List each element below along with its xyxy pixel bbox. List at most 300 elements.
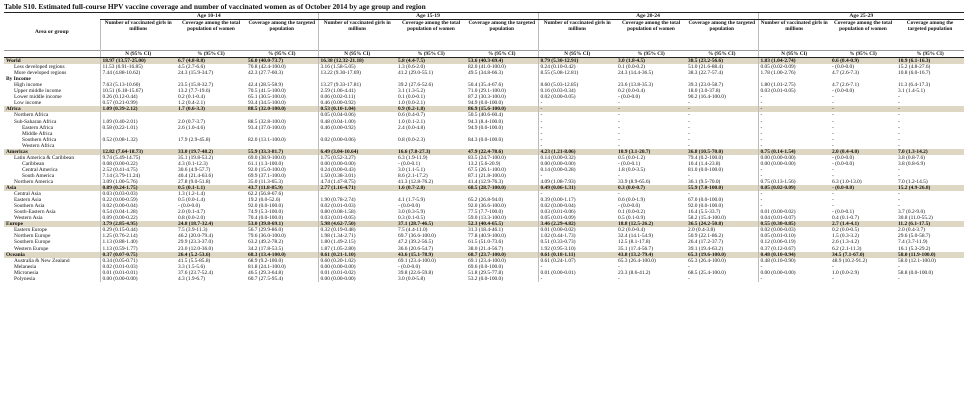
table-cell: 0.55 (0.30-0.85) — [758, 221, 830, 227]
table-cell: 68.9 (9.2-100.0) — [248, 257, 284, 264]
table-cell: 34.2 (17.8-53.5) — [248, 245, 284, 252]
age-group-header-row — [4, 13, 964, 20]
table-cell: - — [758, 106, 830, 112]
table-cell: 0.2 (0.0-0.4) — [618, 88, 645, 95]
table-cell: 81.0 (0.0-100.0) — [688, 166, 724, 173]
table-cell: 1.2 (0.4-2.1) — [178, 100, 205, 107]
row-label: Polynesia — [14, 275, 35, 282]
table-cell: - — [538, 131, 616, 137]
table-cell: - (0.0-0.0) — [398, 203, 421, 210]
column-header: Coverage among the targeted population — [468, 20, 536, 32]
table-cell: 11.2 (6.1-17.5) — [896, 221, 964, 227]
table-cell: 43.7 (11.8-85.9) — [246, 185, 318, 191]
table-cell: - — [538, 112, 616, 118]
table-cell: - — [758, 125, 830, 131]
table-cell: - — [688, 130, 690, 137]
table-cell: 41.4 (12.9-76.3) — [468, 178, 504, 185]
table-cell: 3.79 (2.85-4.95) — [100, 221, 176, 227]
table-cell: 4.23 (1.21-8.06) — [538, 149, 616, 155]
table-cell: 0.24 (0.10-0.42) — [538, 64, 616, 70]
row-label: Western Asia — [14, 215, 43, 222]
table-cell: 0.00 (0.00-0.00) — [318, 264, 396, 270]
row-label: Africa — [4, 106, 100, 112]
table-cell: 1.50 (0.38-3.01) — [318, 173, 396, 179]
table-cell: - — [618, 263, 620, 270]
table-cell: - — [758, 100, 830, 106]
table-cell: 24.3 (14.4-36.5) — [618, 70, 654, 77]
table-cell: 94.3 (8.4-100.0) — [468, 118, 504, 125]
table-cell: 0.80 (0.08-1.58) — [318, 209, 396, 215]
table-cell: 71.0 (29.1-100.0) — [468, 88, 506, 95]
table-cell: 6.7 (4.8-8.8) — [176, 58, 246, 65]
table-cell: 63.2 (49.2-78.2) — [248, 239, 284, 246]
table-cell: 81.8 (24.1-100.0) — [248, 263, 286, 270]
table-cell: 0.06 (0.02-0.11) — [318, 94, 396, 100]
row-label: Less developed regions — [14, 64, 65, 71]
table-cell: 0.48 (0.10-0.90) — [758, 258, 830, 264]
row-label: Southern Africa — [22, 136, 57, 143]
table-cell: - — [898, 275, 900, 282]
table-cell: - — [538, 119, 616, 125]
table-cell: 42.4 (28.5-58.9) — [248, 82, 284, 89]
table-cell: 3.8 (0.8-7.6) — [898, 154, 925, 161]
table-cell: - — [832, 166, 834, 173]
table-cell: 2.7 (1.4-4.1) — [830, 221, 896, 227]
table-cell: - — [830, 106, 896, 112]
table-cell: 8.55 (5.08-12.81) — [538, 70, 616, 76]
table-cell: - (0.0-0.0) — [618, 94, 641, 101]
table-cell: 0.51 (0.33-0.73) — [538, 239, 616, 245]
table-cell: 68.3 (13.4-100.0) — [246, 252, 318, 258]
column-header: Number of vaccinated girls in millions — [100, 20, 176, 51]
table-cell: 2.6 (1.3-4.2) — [832, 239, 859, 246]
table-cell: 18.97 (13.57-25.00) — [100, 58, 176, 65]
table-cell: - — [898, 197, 900, 204]
table-cell: 11.3 (6.4-17.3) — [898, 82, 931, 89]
table-body — [4, 58, 964, 282]
table-cell: 0.61 (0.18-1.11) — [538, 252, 616, 258]
table-cell: 0.37 (0.12-0.67) — [758, 246, 830, 252]
table-cell: 13.22 (9.30-17.69) — [318, 70, 396, 76]
table-cell: - — [898, 203, 900, 210]
table-cell: 18.8 (12.5-26.2) — [616, 221, 686, 227]
table-cell: 1.3 (1.2-1.4) — [178, 191, 205, 198]
table-cell: 1.0 (0.1-2.1) — [398, 118, 425, 125]
table-cell: 1.09 (0.39-2.12) — [100, 106, 176, 112]
table-cell: 0.75 (0.13-1.56) — [758, 179, 830, 185]
table-cell: 30.8 (11.0-55.2) — [898, 215, 933, 222]
table-cell: 1.5 (0.3-3.2) — [832, 233, 859, 240]
table-cell: 15.2 (4.8-27.6) — [898, 64, 931, 71]
table-cell: 65.3 (26.4-100.0) — [618, 257, 656, 264]
table-cell: 37.6 (23.7-52.4) — [178, 269, 214, 276]
table-cell: 0.26 (0.12-0.44) — [100, 94, 176, 100]
table-cell: 8.60 (5.03-12.85) — [538, 82, 616, 88]
row-label: Central Asia — [14, 191, 41, 198]
table-cell: 41.3 (12.8-76.2) — [398, 178, 434, 185]
table-cell: 79.6 (36.0-100.0) — [248, 233, 286, 240]
table-cell: 1.90 (0.78-2.74) — [318, 197, 396, 203]
table-cell: 61.5 (51.0-73.6) — [468, 239, 504, 246]
table-cell: - (0.0-0.1) — [618, 160, 641, 167]
table-cell: - — [758, 94, 830, 100]
row-label: Northern Africa — [14, 112, 49, 119]
ci-header-row — [4, 51, 964, 58]
table-cell: 49.5 (34.8-66.3) — [468, 70, 504, 77]
table-cell: 70.5 (41.5-100.0) — [248, 88, 286, 95]
table-cell: 36.5 (24.2-50.8) — [686, 221, 758, 227]
row-label: Upper middle income — [14, 88, 62, 95]
table-cell: 53.0 (39.8-69.1) — [246, 221, 318, 227]
table-cell: 0.3 (0.1-0.5) — [398, 215, 425, 222]
table-cell: 0.4 (0.1-0.7) — [832, 215, 859, 222]
table-cell: 10.9 (3.1-20.7) — [616, 149, 686, 155]
table-cell: 4.1 (1.7-5.9) — [398, 197, 425, 204]
table-cell: 0.02 (0.00-0.06) — [318, 137, 396, 143]
row-label: More developed regions — [14, 70, 67, 77]
table-cell: 65.1 (30.5-100.0) — [248, 94, 286, 101]
table-cell: 3.3 (1.5-5.6) — [178, 263, 205, 270]
table-cell: 16.1 (5.3-29.2) — [898, 245, 931, 252]
column-header: Number of vaccinated girls in millions — [318, 20, 396, 51]
table-cell: 0.1 (0.0-0.2) — [618, 64, 645, 71]
table-cell: - — [688, 263, 690, 270]
table-cell: 70.8 (42.4-100.0) — [248, 64, 286, 71]
table-cell: 74.9 (5.3-100.0) — [248, 209, 284, 216]
table-cell: - — [688, 275, 690, 282]
table-cell: - — [896, 106, 964, 112]
table-cell: 0.46 (0.00-0.92) — [318, 125, 396, 131]
row-label: Latin America & Caribbean — [14, 154, 75, 161]
table-cell: 0.00 (0.00-0.00) — [318, 276, 396, 282]
table-cell: 65.3 (26.4-100.0) — [688, 257, 726, 264]
table-cell: 4.7 (2.6-7.1) — [832, 82, 859, 89]
table-cell: 2.0 (0.4-3.7) — [898, 227, 925, 234]
table-cell: 1.7 (0.6-3.3) — [176, 106, 246, 112]
table-cell: 65.2 (26.8-94.0) — [468, 197, 504, 204]
table-cell: - — [618, 100, 620, 107]
table-cell: 2.77 (1.16-4.71) — [318, 185, 396, 191]
table-cell: 48.9 (10.2-91.2) — [832, 257, 868, 264]
table-cell: 0.05 (0.02-0.09) — [758, 185, 830, 191]
table-cell: 0.05 (0.01-0.10) — [758, 233, 830, 239]
table-cell: 67.0 (0.0-100.0) — [688, 197, 724, 204]
table-cell: 58.0 (12.1-100.0) — [898, 257, 936, 264]
table-cell: 6.3 (1.0-13.0) — [832, 178, 862, 185]
table-cell: - — [686, 106, 758, 112]
table-cell: - (0.0-0.0) — [832, 160, 855, 167]
table-cell: 39.3 (23.0-58.7) — [688, 82, 724, 89]
table-cell: - — [758, 203, 830, 209]
table-cell: 5.98 (4.62-7.50) — [318, 221, 396, 227]
table-cell: 40.4 (21.4-63.6) — [178, 172, 214, 179]
table-cell: 0.39 (0.00-1.17) — [538, 197, 616, 203]
table-cell: 0.02 (0.01-0.03) — [100, 264, 176, 270]
age-group-header: Age 10-14 — [100, 13, 318, 20]
table-cell: 42.3 (27.7-60.3) — [248, 70, 284, 77]
table-cell: 2.0 (0.4-4.0) — [830, 149, 896, 155]
row-label: World — [4, 58, 100, 65]
table-cell: 33.9 (8.9-65.6) — [618, 178, 651, 185]
table-cell: 51.8 (29.5-77.8) — [468, 269, 504, 276]
table-cell: 0.2 (0.0-0.4) — [618, 227, 645, 234]
table-cell: - — [832, 197, 834, 204]
table-cell: 0.01 (0.00-0.02) — [538, 227, 616, 233]
table-cell: - — [758, 131, 830, 137]
ci-header: % (95% CI) — [176, 51, 246, 58]
table-cell: 58.8 (0.0-100.0) — [898, 269, 934, 276]
table-cell: 13.27 (9.33-17.81) — [318, 82, 396, 88]
table-cell: 1.8 (0.0-3.5) — [618, 166, 645, 173]
table-cell: - (0.0-0.0) — [830, 185, 896, 191]
table-cell: 36.6 (20.6-54.7) — [398, 245, 434, 252]
row-label: Lower middle income — [14, 94, 62, 101]
table-cell: 4.3 (0.1-12.3) — [178, 160, 208, 167]
table-cell: 0.03 (0.01-0.05) — [318, 215, 396, 221]
row-label: Eastern Europe — [14, 227, 48, 234]
table-cell: 7.63 (5.13-10.60) — [100, 82, 176, 88]
table-cell: 36.1 (9.5-70.0) — [688, 178, 721, 185]
row-label: Central America — [22, 166, 58, 173]
table-cell: 39.1 (19.4-63.2) — [688, 245, 724, 252]
table-cell: 0.03 (0.03-0.03) — [100, 191, 176, 197]
row-label: South-Eastern Asia — [14, 209, 56, 216]
table-cell: 0.32 (0.19-0.48) — [318, 227, 396, 233]
table-cell: 34.5 (7.1-67.0) — [830, 252, 896, 258]
table-cell: 0.00 (0.00-0.00) — [318, 161, 396, 167]
table-cell: 0.46 (0.00-0.92) — [318, 100, 396, 106]
table-cell: - — [758, 191, 830, 197]
table-cell: 93.4 (37.0-100.0) — [248, 124, 286, 131]
row-label: Middle Africa — [22, 130, 53, 137]
table-cell: - — [618, 118, 620, 125]
table-cell: 0.89 (0.24-1.75) — [100, 185, 176, 191]
table-cell: 2.59 (1.06-4.41) — [318, 88, 396, 94]
table-cell: - — [758, 197, 830, 203]
table-cell: 0.29 (0.15-0.44) — [100, 227, 176, 233]
table-cell: 88.5 (32.8-100.0) — [248, 118, 286, 125]
table-cell: 0.01 (0.01-0.01) — [100, 270, 176, 276]
table-cell: 23.0 (12.0-36.0) — [178, 245, 214, 252]
ci-header: % (95% CI) — [396, 51, 466, 58]
table-cell: 0.37 (0.07-0.75) — [100, 252, 176, 258]
ci-header: % (95% CI) — [896, 51, 964, 58]
table-cell: - — [758, 173, 830, 179]
table-cell: 4.3 (1.9-6.7) — [178, 275, 205, 282]
table-cell: 15.2 (4.9-26.8) — [896, 185, 964, 191]
table-cell: 82.0 (41.0-100.0) — [468, 64, 506, 71]
table-cell: 16.4 (5.5-33.7) — [688, 209, 721, 216]
table-cell: 1.78 (1.00-2.76) — [758, 70, 830, 76]
table-cell: 94.9 (0.0-100.0) — [468, 124, 504, 131]
table-cell: 24.8 (18.7-32.4) — [176, 221, 246, 227]
table-cell: - (0.0-0.0) — [178, 203, 201, 210]
table-cell: 2.0 (0.1-4.7) — [178, 209, 205, 216]
table-cell: 13.2 (5.6-20.9) — [468, 160, 501, 167]
table-cell: - — [898, 130, 900, 137]
table-cell: 3.46 (2.29-4.82) — [538, 221, 616, 227]
table-cell: - — [758, 276, 830, 282]
table-cell: - — [832, 112, 834, 119]
table-cell: 0.16 (0.03-0.34) — [538, 88, 616, 94]
table-cell: 0.3 (0.0-0.7) — [616, 185, 686, 191]
table-cell: 8.79 (5.30-12.91) — [538, 58, 616, 65]
table-cell: 0.61 (0.24-1.07) — [538, 258, 616, 264]
column-header: Coverage among the targeted population — [248, 20, 316, 32]
table-cell: 0.00 (0.00-0.00) — [100, 276, 176, 282]
table-cell: 10.9 (6.1-16.3) — [896, 58, 964, 65]
table-cell: 3.16 (1.58-5.05) — [318, 64, 396, 70]
age-group-header: Age 20-24 — [538, 13, 758, 20]
table-cell: 0.61 (0.21-1.10) — [318, 252, 396, 258]
table-cell: 0.22 (0.00-0.59) — [100, 197, 176, 203]
table-cell: 1.75 (0.52-3.27) — [318, 155, 396, 161]
table-cell: 0.5 (0.1-1.1) — [176, 185, 246, 191]
table-cell: - — [688, 136, 690, 143]
table-cell: - (0.0-0.1) — [398, 160, 421, 167]
table-cell: - — [538, 106, 616, 112]
table-cell: 19.2 (0.0-52.6) — [248, 197, 281, 204]
table-cell: - — [688, 118, 690, 125]
table-cell: 0.00 (0.00-0.00) — [758, 155, 830, 161]
table-cell: - — [898, 263, 900, 270]
table-cell: 12.82 (7.64-18.73) — [100, 149, 176, 155]
table-cell: - — [898, 94, 900, 101]
table-cell: 4.7 (2.6-7.3) — [832, 70, 859, 77]
row-label: Northern America — [14, 178, 54, 185]
row-label: Asia — [4, 185, 100, 191]
table-cell: - — [688, 172, 690, 179]
table-cell: - — [618, 136, 620, 143]
table-cell: - — [832, 203, 834, 210]
table-cell: - — [618, 142, 620, 149]
table-cell: 55.9 (33.3-81.7) — [246, 149, 318, 155]
table-cell: 69.0 (38.9-100.0) — [248, 154, 286, 161]
sub-header-row — [4, 20, 964, 51]
table-cell: - (0.0-0.0) — [832, 88, 855, 95]
table-cell: - — [538, 191, 616, 197]
table-cell: - — [538, 143, 616, 149]
row-label: Low income — [14, 100, 42, 107]
ci-header: % (95% CI) — [686, 51, 758, 58]
column-header: Coverage among the targeted population — [906, 20, 954, 32]
table-cell: 0.6 (0.0-1.9) — [618, 197, 645, 204]
table-cell: 23.6 (13.8-35.3) — [618, 82, 654, 89]
table-cell: - (0.0-0.0) — [832, 154, 855, 161]
row-label: Micronesia — [14, 269, 39, 276]
table-cell: 70.4 (0.0-100.0) — [248, 215, 284, 222]
table-cell: 0.14 (0.00-0.32) — [538, 155, 616, 161]
table-cell: 2.0 (0.7-3.7) — [178, 118, 205, 125]
table-cell: 0.8 (0.0-2.0) — [178, 215, 205, 222]
table-cell: 47.2 (39.2-56.5) — [398, 239, 434, 246]
table-cell: 2.4 (0.0-4.8) — [398, 124, 425, 131]
table-cell: 7.4 (3.7-11.9) — [898, 239, 928, 246]
table-cell: - (0.0-0.0) — [398, 263, 421, 270]
table-cell: 2.6 (1.0-4.6) — [178, 124, 205, 131]
table-cell: 2.52 (0.41-4.75) — [100, 167, 176, 173]
table-cell: 69.1 (23.4-100.0) — [398, 257, 436, 264]
table-cell: 31.3 (18.4-46.1) — [468, 227, 504, 234]
table-cell: 0.53 (0.10-1.04) — [318, 106, 396, 112]
table-cell: 0.05 (0.04-0.06) — [318, 112, 396, 118]
table-cell: 53.6 (40.3-69.4) — [466, 58, 538, 65]
table-cell: - — [832, 94, 834, 101]
table-cell: 7.0 (1.3-14.2) — [896, 149, 964, 155]
table-cell: 53.2 (0.0-100.0) — [468, 275, 504, 282]
table-cell: - — [618, 124, 620, 131]
table-cell: - — [688, 100, 690, 107]
table-cell: 52.3 (40.4-65.5) — [466, 221, 538, 227]
table-cell: 65.3 (19.6-100.0) — [686, 252, 758, 258]
table-row — [4, 276, 964, 282]
row-label: South America — [22, 172, 55, 179]
table-cell: 58.2 (15.4-100.0) — [688, 215, 726, 222]
row-label: Sub-Saharan Africa — [14, 118, 57, 125]
ci-header: % (95% CI) — [616, 51, 686, 58]
table-cell: 1.80 (1.49-2.15) — [318, 239, 396, 245]
table-cell: 23.3 (8.6-41.2) — [618, 269, 651, 276]
table-cell: 0.24 (0.00-0.43) — [318, 167, 396, 173]
table-cell: 69.9 (37.1-100.0) — [248, 172, 286, 179]
table-cell: 0.00 (0.00-0.00) — [758, 270, 830, 276]
table-cell: 3.0 (1.1-5.1) — [398, 166, 425, 173]
table-cell: - — [832, 100, 834, 107]
table-cell: - — [758, 137, 830, 143]
table-cell: 1.0 (0.0-2.1) — [398, 100, 425, 107]
table-cell: 3.0 (0.0-5.8) — [398, 275, 425, 282]
table-cell: - (0.0-0.0) — [618, 203, 641, 210]
table-cell: 0.9 (0.2-1.8) — [396, 106, 466, 112]
table-cell: - — [898, 112, 900, 119]
table-cell: - — [898, 191, 900, 198]
table-cell: 24.3 (15.9-34.7) — [178, 70, 214, 77]
table-cell: 30.6 (4.9-57.7) — [178, 166, 211, 173]
table-cell: 3.09 (1.00-5.76) — [100, 179, 176, 185]
table-cell: 43.6 (15.1-78.9) — [396, 252, 466, 258]
table-cell: - — [538, 125, 616, 131]
table-cell: 47.9 (22.4-78.6) — [466, 149, 538, 155]
table-cell: 7.5 (4.4-11.0) — [398, 227, 428, 234]
table-cell: 56.7 (29.9-86.0) — [248, 227, 284, 234]
table-cell: 83.5 (24.7-100.0) — [468, 154, 506, 161]
table-cell: 0.57 (0.21-0.99) — [100, 100, 176, 106]
table-cell: 51.0 (21.6-88.4) — [688, 64, 724, 71]
table-cell: 68.5 (25.4-100.0) — [688, 269, 726, 276]
table-cell: 39.2 (27.6-52.6) — [398, 82, 434, 89]
table-cell: 84.3 (0.0-100.0) — [468, 136, 504, 143]
row-label: Eastern Africa — [22, 124, 53, 131]
table-cell: 3.1 (1.4-5.1) — [898, 88, 925, 95]
table-cell: 60.7 (27.5-95.4) — [248, 275, 284, 282]
table-cell: 50.5 (40.6-60.4) — [468, 112, 504, 119]
table-cell: - — [832, 142, 834, 149]
ci-header: % (95% CI) — [246, 51, 318, 58]
table-cell: 39.8 (22.6-59.8) — [398, 269, 434, 276]
row-label: Western Europe — [14, 245, 49, 252]
table-cell: 13.2 (7.7-19.6) — [178, 88, 211, 95]
ci-header: % (95% CI) — [830, 51, 896, 58]
table-cell: 59.0 (13.3-100.0) — [468, 215, 506, 222]
table-cell: 0.60 (0.20-1.02) — [318, 258, 396, 264]
ci-header: N (95% CI) — [538, 51, 616, 58]
table-cell: - — [898, 118, 900, 125]
table-cell: 69.7 (36.6-100.0) — [398, 233, 436, 240]
table-cell: 79.4 (0.2-100.0) — [688, 154, 724, 161]
row-label: Oceania — [4, 252, 100, 258]
table-cell: 0.48 (0.04-1.00) — [318, 119, 396, 125]
table-cell: - — [538, 173, 616, 179]
